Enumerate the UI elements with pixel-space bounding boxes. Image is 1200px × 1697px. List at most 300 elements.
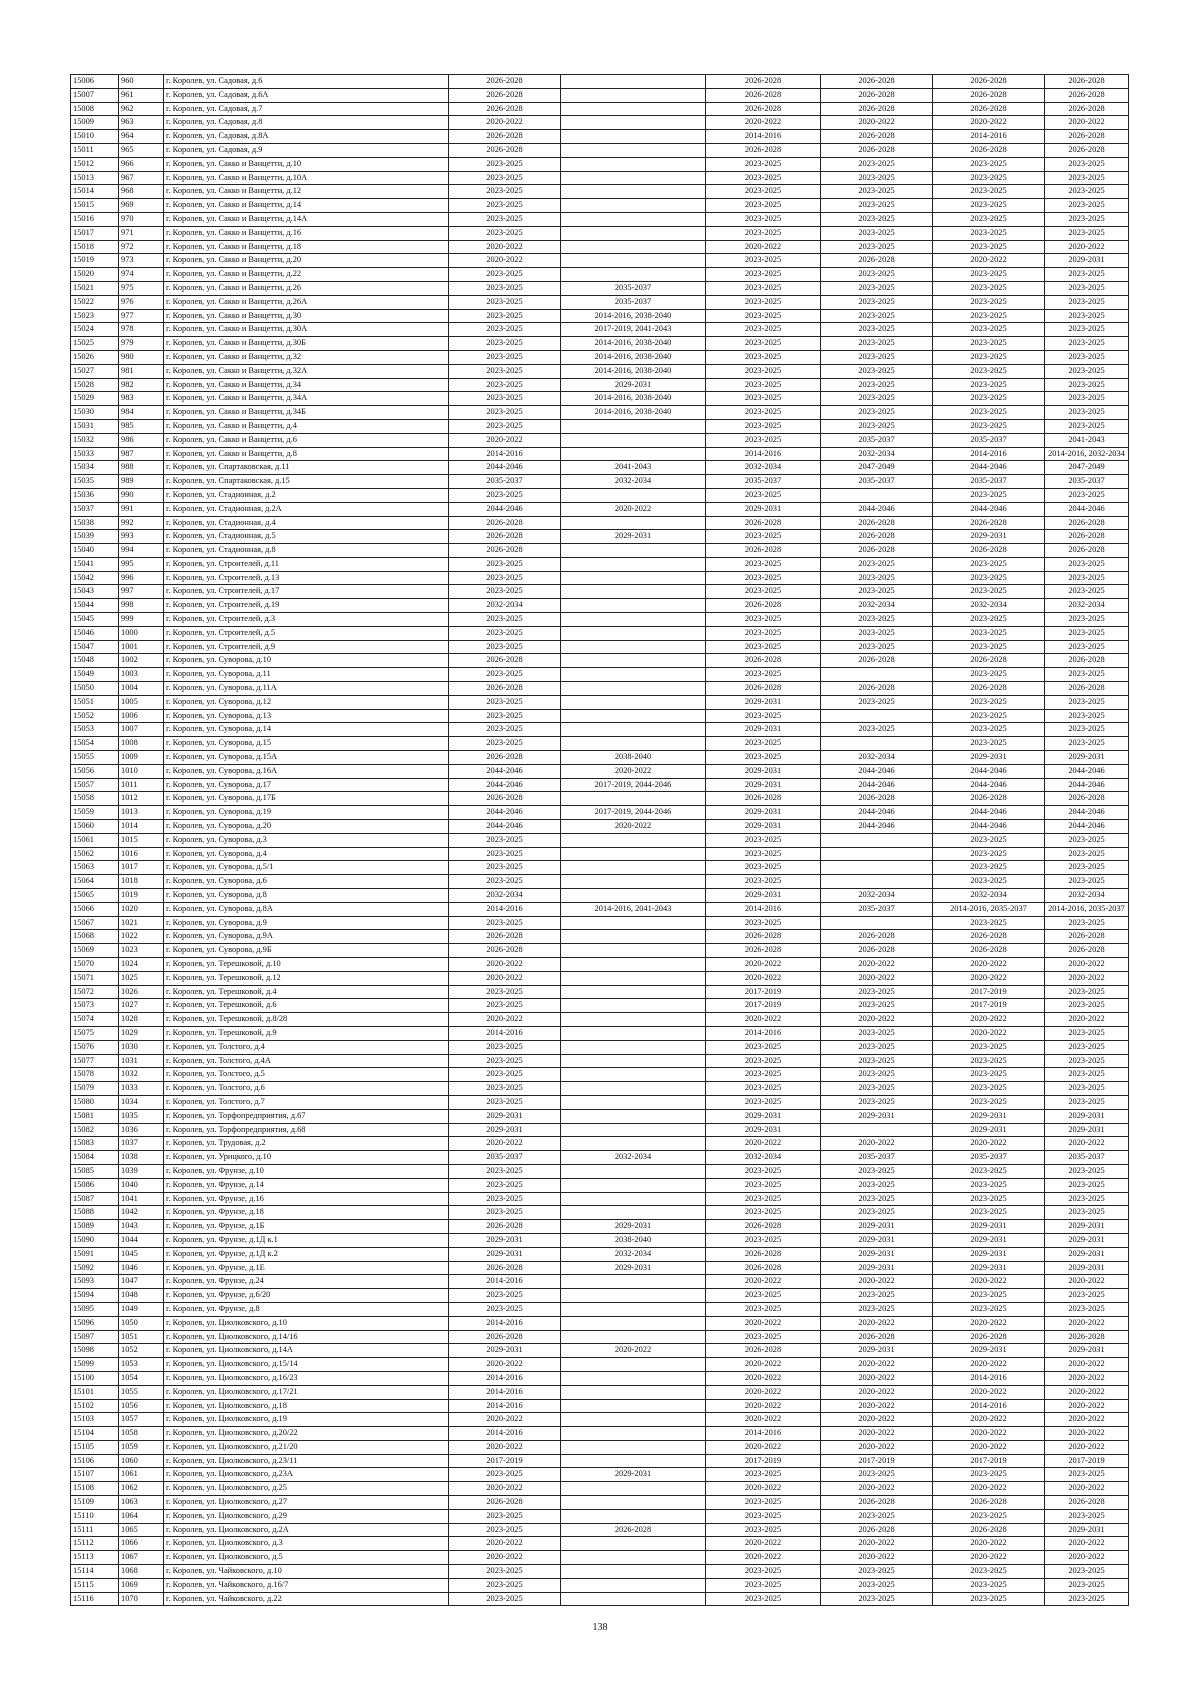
period-cell-2 [561, 116, 706, 130]
period-cell-5: 2023-2025 [933, 737, 1045, 751]
period-cell-3: 2032-2034 [706, 461, 821, 475]
address-cell: г. Королев, ул. Суворова, д.15 [164, 737, 449, 751]
period-cell-6: 2023-2025 [1045, 1082, 1129, 1096]
row-number-cell: 1054 [119, 1371, 164, 1385]
period-cell-4: 2023-2025 [821, 406, 933, 420]
row-id-cell: 15082 [71, 1123, 119, 1137]
address-cell: г. Королев, ул. Фрунзе, д.14 [164, 1178, 449, 1192]
period-cell-1: 2020-2022 [449, 1413, 561, 1427]
period-cell-3: 2023-2025 [706, 419, 821, 433]
row-id-cell: 15026 [71, 350, 119, 364]
address-cell: г. Королев, ул. Циолковского, д.2А [164, 1523, 449, 1537]
address-cell: г. Королев, ул. Садовая, д.6А [164, 88, 449, 102]
period-cell-4: 2023-2025 [821, 212, 933, 226]
address-cell: г. Королев, ул. Фрунзе, д.1Б [164, 1220, 449, 1234]
period-cell-5: 2023-2025 [933, 875, 1045, 889]
period-cell-4: 2023-2025 [821, 1068, 933, 1082]
row-id-cell: 15017 [71, 226, 119, 240]
period-cell-6: 2023-2025 [1045, 1468, 1129, 1482]
table-row [71, 695, 1129, 709]
address-cell: г. Королев, ул. Сакко и Ванцетти, д.30А [164, 323, 449, 337]
row-number-cell: 978 [119, 323, 164, 337]
period-cell-2 [561, 682, 706, 696]
period-cell-1: 2014-2016 [449, 1026, 561, 1040]
table-row [71, 1013, 1129, 1027]
period-cell-4: 2023-2025 [821, 185, 933, 199]
table-row [71, 75, 1129, 89]
period-cell-6: 2017-2019 [1045, 1454, 1129, 1468]
period-cell-2 [561, 889, 706, 903]
period-cell-5: 2029-2031 [933, 1344, 1045, 1358]
period-cell-3: 2023-2025 [706, 737, 821, 751]
table-row [71, 1247, 1129, 1261]
period-cell-5: 2023-2025 [933, 295, 1045, 309]
period-cell-2 [561, 709, 706, 723]
table-row [71, 1206, 1129, 1220]
table-row [71, 1123, 1129, 1137]
table-row [71, 433, 1129, 447]
row-id-cell: 15036 [71, 488, 119, 502]
period-cell-3: 2017-2019 [706, 999, 821, 1013]
period-cell-4: 2023-2025 [821, 281, 933, 295]
period-cell-6: 2023-2025 [1045, 737, 1129, 751]
period-cell-4: 2029-2031 [821, 1233, 933, 1247]
address-cell: г. Королев, ул. Сакко и Ванцетти, д.26А [164, 295, 449, 309]
period-cell-6: 2044-2046 [1045, 778, 1129, 792]
table-row [71, 392, 1129, 406]
row-number-cell: 1032 [119, 1068, 164, 1082]
period-cell-5: 2017-2019 [933, 999, 1045, 1013]
period-cell-5: 2023-2025 [933, 571, 1045, 585]
table-row [71, 944, 1129, 958]
row-id-cell: 15062 [71, 847, 119, 861]
period-cell-4: 2026-2028 [821, 1330, 933, 1344]
period-cell-4: 2023-2025 [821, 309, 933, 323]
row-number-cell: 967 [119, 171, 164, 185]
address-cell: г. Королев, ул. Спартаковская, д.15 [164, 475, 449, 489]
table-row [71, 1192, 1129, 1206]
period-cell-6: 2029-2031 [1045, 1123, 1129, 1137]
address-cell: г. Королев, ул. Суворова, д.3 [164, 833, 449, 847]
period-cell-3: 2029-2031 [706, 806, 821, 820]
period-cell-4 [821, 1123, 933, 1137]
row-id-cell: 15079 [71, 1082, 119, 1096]
period-cell-6: 2020-2022 [1045, 240, 1129, 254]
period-cell-5: 2020-2022 [933, 958, 1045, 972]
period-cell-1: 2026-2028 [449, 1220, 561, 1234]
row-number-cell: 1037 [119, 1137, 164, 1151]
period-cell-5: 2023-2025 [933, 1592, 1045, 1606]
period-cell-3: 2023-2025 [706, 406, 821, 420]
row-id-cell: 15063 [71, 861, 119, 875]
table-body [71, 75, 1129, 1606]
period-cell-3: 2023-2025 [706, 585, 821, 599]
period-cell-5: 2029-2031 [933, 1233, 1045, 1247]
address-cell: г. Королев, ул. Циолковского, д.18 [164, 1399, 449, 1413]
period-cell-3: 2014-2016 [706, 1026, 821, 1040]
period-cell-2 [561, 1399, 706, 1413]
table-row [71, 1440, 1129, 1454]
row-id-cell: 15068 [71, 930, 119, 944]
row-number-cell: 1057 [119, 1413, 164, 1427]
table-row [71, 557, 1129, 571]
period-cell-5: 2023-2025 [933, 1302, 1045, 1316]
period-cell-2 [561, 571, 706, 585]
period-cell-6: 2026-2028 [1045, 102, 1129, 116]
period-cell-2 [561, 1330, 706, 1344]
row-id-cell: 15055 [71, 751, 119, 765]
period-cell-1: 2020-2022 [449, 1440, 561, 1454]
period-cell-5: 2044-2046 [933, 764, 1045, 778]
period-cell-5: 2026-2028 [933, 792, 1045, 806]
period-cell-4: 2029-2031 [821, 1220, 933, 1234]
row-id-cell: 15022 [71, 295, 119, 309]
period-cell-1: 2023-2025 [449, 640, 561, 654]
period-cell-2: 2029-2031 [561, 378, 706, 392]
row-id-cell: 15045 [71, 613, 119, 627]
period-cell-4: 2023-2025 [821, 1565, 933, 1579]
address-cell: г. Королев, ул. Суворова, д.8А [164, 902, 449, 916]
period-cell-5: 2023-2025 [933, 1040, 1045, 1054]
period-cell-2 [561, 557, 706, 571]
row-number-cell: 974 [119, 268, 164, 282]
table-row [71, 1454, 1129, 1468]
period-cell-6: 2023-2025 [1045, 585, 1129, 599]
row-id-cell: 15007 [71, 88, 119, 102]
row-number-cell: 968 [119, 185, 164, 199]
row-number-cell: 1041 [119, 1192, 164, 1206]
period-cell-3: 2023-2025 [706, 1289, 821, 1303]
period-cell-3: 2026-2028 [706, 930, 821, 944]
table-row [71, 157, 1129, 171]
row-number-cell: 971 [119, 226, 164, 240]
row-id-cell: 15081 [71, 1109, 119, 1123]
address-cell: г. Королев, ул. Сакко и Ванцетти, д.34А [164, 392, 449, 406]
period-cell-1: 2044-2046 [449, 778, 561, 792]
table-row [71, 337, 1129, 351]
row-number-cell: 1025 [119, 971, 164, 985]
period-cell-4: 2023-2025 [821, 1054, 933, 1068]
period-cell-6: 2023-2025 [1045, 1289, 1129, 1303]
period-cell-4: 2023-2025 [821, 392, 933, 406]
period-cell-5: 2023-2025 [933, 709, 1045, 723]
period-cell-2 [561, 1496, 706, 1510]
address-cell: г. Королев, ул. Сакко и Ванцетти, д.12 [164, 185, 449, 199]
row-number-cell: 1049 [119, 1302, 164, 1316]
row-number-cell: 981 [119, 364, 164, 378]
period-cell-6: 2020-2022 [1045, 1385, 1129, 1399]
period-cell-3: 2023-2025 [706, 157, 821, 171]
period-cell-1: 2014-2016 [449, 1316, 561, 1330]
address-cell: г. Королев, ул. Циолковского, д.25 [164, 1482, 449, 1496]
period-cell-2 [561, 944, 706, 958]
row-number-cell: 1011 [119, 778, 164, 792]
period-cell-2 [561, 268, 706, 282]
period-cell-3: 2023-2025 [706, 199, 821, 213]
period-cell-4: 2023-2025 [821, 557, 933, 571]
period-cell-2 [561, 185, 706, 199]
period-cell-3: 2023-2025 [706, 1302, 821, 1316]
period-cell-5: 2023-2025 [933, 1082, 1045, 1096]
address-cell: г. Королев, ул. Сакко и Ванцетти, д.26 [164, 281, 449, 295]
period-cell-1: 2026-2028 [449, 530, 561, 544]
table-row [71, 709, 1129, 723]
period-cell-6: 2035-2037 [1045, 1151, 1129, 1165]
period-cell-3: 2020-2022 [706, 1413, 821, 1427]
table-row [71, 585, 1129, 599]
table-row [71, 1040, 1129, 1054]
period-cell-6: 2023-2025 [1045, 999, 1129, 1013]
row-id-cell: 15046 [71, 626, 119, 640]
row-number-cell: 966 [119, 157, 164, 171]
period-cell-1: 2029-2031 [449, 1123, 561, 1137]
period-cell-2 [561, 433, 706, 447]
row-number-cell: 1004 [119, 682, 164, 696]
period-cell-2: 2017-2019, 2044-2046 [561, 778, 706, 792]
period-cell-4: 2023-2025 [821, 337, 933, 351]
period-cell-5: 2023-2025 [933, 723, 1045, 737]
table-row [71, 930, 1129, 944]
period-cell-2 [561, 157, 706, 171]
row-number-cell: 1050 [119, 1316, 164, 1330]
period-cell-1: 2026-2028 [449, 682, 561, 696]
row-number-cell: 997 [119, 585, 164, 599]
period-cell-2 [561, 985, 706, 999]
period-cell-4: 2023-2025 [821, 695, 933, 709]
table-row [71, 1523, 1129, 1537]
address-cell: г. Королев, ул. Суворова, д.9Б [164, 944, 449, 958]
table-row [71, 488, 1129, 502]
period-cell-6: 2023-2025 [1045, 1206, 1129, 1220]
row-number-cell: 963 [119, 116, 164, 130]
period-cell-1: 2023-2025 [449, 668, 561, 682]
period-cell-3: 2026-2028 [706, 75, 821, 89]
period-cell-3: 2020-2022 [706, 1399, 821, 1413]
period-cell-2 [561, 861, 706, 875]
row-id-cell: 15035 [71, 475, 119, 489]
table-row [71, 1302, 1129, 1316]
period-cell-5: 2026-2028 [933, 544, 1045, 558]
address-cell: г. Королев, ул. Циолковского, д.23/11 [164, 1454, 449, 1468]
period-cell-1: 2023-2025 [449, 557, 561, 571]
table-row [71, 1565, 1129, 1579]
period-cell-6: 2026-2028 [1045, 792, 1129, 806]
row-id-cell: 15034 [71, 461, 119, 475]
period-cell-5: 2023-2025 [933, 185, 1045, 199]
address-cell: г. Королев, ул. Строителей, д.5 [164, 626, 449, 640]
period-cell-2: 2017-2019, 2044-2046 [561, 806, 706, 820]
table-row [71, 1468, 1129, 1482]
row-id-cell: 15090 [71, 1233, 119, 1247]
period-cell-2 [561, 668, 706, 682]
period-cell-5: 2029-2031 [933, 530, 1045, 544]
row-number-cell: 1058 [119, 1427, 164, 1441]
period-cell-4: 2023-2025 [821, 268, 933, 282]
period-cell-3: 2023-2025 [706, 1054, 821, 1068]
period-cell-1: 2044-2046 [449, 502, 561, 516]
period-cell-1: 2026-2028 [449, 102, 561, 116]
period-cell-5: 2014-2016 [933, 130, 1045, 144]
period-cell-2: 2041-2043 [561, 461, 706, 475]
period-cell-3: 2026-2028 [706, 1220, 821, 1234]
table-row [71, 778, 1129, 792]
address-cell: г. Королев, ул. Чайковского, д.10 [164, 1565, 449, 1579]
period-cell-5: 2026-2028 [933, 1496, 1045, 1510]
period-cell-1: 2026-2028 [449, 1496, 561, 1510]
period-cell-5: 2032-2034 [933, 599, 1045, 613]
period-cell-5: 2026-2028 [933, 88, 1045, 102]
period-cell-2: 2020-2022 [561, 764, 706, 778]
table-row [71, 171, 1129, 185]
address-cell: г. Королев, ул. Фрунзе, д.16 [164, 1192, 449, 1206]
period-cell-6: 2023-2025 [1045, 571, 1129, 585]
period-cell-4: 2026-2028 [821, 930, 933, 944]
period-cell-2 [561, 102, 706, 116]
address-cell: г. Королев, ул. Сакко и Ванцетти, д.14 [164, 199, 449, 213]
address-cell: г. Королев, ул. Сакко и Ванцетти, д.4 [164, 419, 449, 433]
period-cell-4: 2023-2025 [821, 364, 933, 378]
period-cell-6: 2023-2025 [1045, 668, 1129, 682]
period-cell-3: 2023-2025 [706, 1233, 821, 1247]
row-id-cell: 15016 [71, 212, 119, 226]
row-number-cell: 1018 [119, 875, 164, 889]
period-cell-4: 2044-2046 [821, 778, 933, 792]
table-row [71, 323, 1129, 337]
period-cell-6: 2026-2028 [1045, 143, 1129, 157]
row-id-cell: 15066 [71, 902, 119, 916]
period-cell-1: 2023-2025 [449, 571, 561, 585]
period-cell-5: 2023-2025 [933, 585, 1045, 599]
period-cell-2 [561, 226, 706, 240]
row-number-cell: 1066 [119, 1537, 164, 1551]
period-cell-4: 2029-2031 [821, 1261, 933, 1275]
period-cell-3: 2029-2031 [706, 889, 821, 903]
row-number-cell: 1023 [119, 944, 164, 958]
row-id-cell: 15058 [71, 792, 119, 806]
period-cell-4: 2023-2025 [821, 157, 933, 171]
row-id-cell: 15076 [71, 1040, 119, 1054]
period-cell-2: 2020-2022 [561, 1344, 706, 1358]
row-id-cell: 15105 [71, 1440, 119, 1454]
row-id-cell: 15023 [71, 309, 119, 323]
period-cell-4: 2032-2034 [821, 889, 933, 903]
period-cell-1: 2023-2025 [449, 1095, 561, 1109]
period-cell-2: 2014-2016, 2038-2040 [561, 364, 706, 378]
period-cell-1: 2023-2025 [449, 1068, 561, 1082]
period-cell-4: 2044-2046 [821, 820, 933, 834]
row-number-cell: 987 [119, 447, 164, 461]
period-cell-6: 2026-2028 [1045, 944, 1129, 958]
row-number-cell: 1044 [119, 1233, 164, 1247]
row-number-cell: 1028 [119, 1013, 164, 1027]
table-row [71, 1496, 1129, 1510]
table-row [71, 1482, 1129, 1496]
period-cell-4: 2023-2025 [821, 1592, 933, 1606]
period-cell-4: 2044-2046 [821, 502, 933, 516]
table-row [71, 1551, 1129, 1565]
period-cell-3: 2026-2028 [706, 1261, 821, 1275]
row-id-cell: 15030 [71, 406, 119, 420]
period-cell-5: 2020-2022 [933, 1427, 1045, 1441]
period-cell-4: 2020-2022 [821, 1482, 933, 1496]
address-cell: г. Королев, ул. Толстого, д.6 [164, 1082, 449, 1096]
address-cell: г. Королев, ул. Стадионная, д.8 [164, 544, 449, 558]
row-id-cell: 15053 [71, 723, 119, 737]
row-id-cell: 15103 [71, 1413, 119, 1427]
period-cell-3: 2023-2025 [706, 1578, 821, 1592]
period-cell-5: 2020-2022 [933, 1013, 1045, 1027]
period-cell-3: 2014-2016 [706, 1427, 821, 1441]
address-cell: г. Королев, ул. Строителей, д.3 [164, 613, 449, 627]
address-cell: г. Королев, ул. Суворова, д.16А [164, 764, 449, 778]
period-cell-5: 2044-2046 [933, 778, 1045, 792]
address-cell: г. Королев, ул. Садовая, д.9 [164, 143, 449, 157]
period-cell-4: 2020-2022 [821, 1385, 933, 1399]
period-cell-5: 2023-2025 [933, 1289, 1045, 1303]
period-cell-4: 2026-2028 [821, 88, 933, 102]
row-id-cell: 15011 [71, 143, 119, 157]
address-cell: г. Королев, ул. Сакко и Ванцетти, д.32А [164, 364, 449, 378]
period-cell-2 [561, 723, 706, 737]
row-id-cell: 15065 [71, 889, 119, 903]
period-cell-4: 2023-2025 [821, 378, 933, 392]
row-id-cell: 15025 [71, 337, 119, 351]
table-row [71, 461, 1129, 475]
period-cell-2 [561, 1082, 706, 1096]
row-number-cell: 984 [119, 406, 164, 420]
period-cell-2: 2029-2031 [561, 1220, 706, 1234]
row-id-cell: 15072 [71, 985, 119, 999]
period-cell-2: 2014-2016, 2038-2040 [561, 350, 706, 364]
period-cell-6: 2014-2016, 2032-2034 [1045, 447, 1129, 461]
period-cell-3: 2014-2016 [706, 130, 821, 144]
row-id-cell: 15021 [71, 281, 119, 295]
period-cell-1: 2035-2037 [449, 1151, 561, 1165]
row-number-cell: 1005 [119, 695, 164, 709]
period-cell-3: 2026-2028 [706, 516, 821, 530]
row-number-cell: 1069 [119, 1578, 164, 1592]
row-id-cell: 15075 [71, 1026, 119, 1040]
address-cell: г. Королев, ул. Фрунзе, д.1Д к.1 [164, 1233, 449, 1247]
address-cell: г. Королев, ул. Суворова, д.4 [164, 847, 449, 861]
period-cell-6: 2023-2025 [1045, 640, 1129, 654]
period-cell-2: 2035-2037 [561, 295, 706, 309]
row-id-cell: 15087 [71, 1192, 119, 1206]
period-cell-4: 2020-2022 [821, 1358, 933, 1372]
period-cell-6: 2023-2025 [1045, 1054, 1129, 1068]
period-cell-5: 2023-2025 [933, 323, 1045, 337]
period-cell-6: 2023-2025 [1045, 1509, 1129, 1523]
table-row [71, 1413, 1129, 1427]
period-cell-4: 2017-2019 [821, 1454, 933, 1468]
period-cell-1: 2023-2025 [449, 723, 561, 737]
period-cell-4: 2023-2025 [821, 585, 933, 599]
period-cell-1: 2023-2025 [449, 1565, 561, 1579]
row-number-cell: 983 [119, 392, 164, 406]
period-cell-1: 2026-2028 [449, 1261, 561, 1275]
row-number-cell: 976 [119, 295, 164, 309]
period-cell-3: 2023-2025 [706, 268, 821, 282]
period-cell-6: 2029-2031 [1045, 1220, 1129, 1234]
period-cell-6: 2029-2031 [1045, 1344, 1129, 1358]
period-cell-3: 2023-2025 [706, 709, 821, 723]
period-cell-4: 2026-2028 [821, 254, 933, 268]
table-row [71, 847, 1129, 861]
period-cell-3: 2020-2022 [706, 1358, 821, 1372]
period-cell-4: 2023-2025 [821, 999, 933, 1013]
period-cell-1: 2023-2025 [449, 833, 561, 847]
period-cell-3: 2023-2025 [706, 171, 821, 185]
